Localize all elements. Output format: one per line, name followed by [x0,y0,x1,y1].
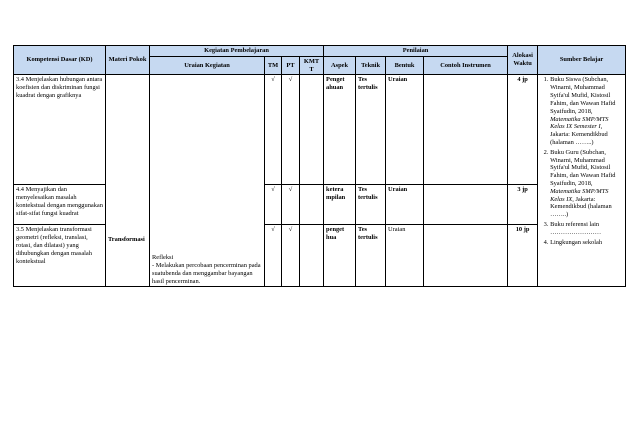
kd-cell: 3.4 Menjelaskan hubungan antara koefisien dan diskriminan fungsi kuadrat dengan grafiknya [14,75,106,185]
aspek-cell: penget hua [324,225,356,287]
header-penilaian: Penilaian [324,46,508,57]
header-materi: Materi Pokok [106,46,150,75]
kd-cell: 3.5 Menjelaskan transformasi geometri (refleksi, translasi, rotasi, dan dilatasi) yang dihubungkan dengan masalah kontekstual [14,225,106,287]
syllabus-table [13,45,626,287]
header-kegiatan: Kegiatan Pembelajaran [150,46,324,57]
header-teknik: Teknik [356,56,386,75]
contoh-cell [424,75,508,185]
aspek-cell: Penget ahuan [324,75,356,185]
teknik-cell: Tes tertulis [356,185,386,225]
aspek-cell: ketera mpilan [324,185,356,225]
uraian-title: Refleksi [152,254,174,262]
sumber-item: 3. Buku referensi lain …………………… [550,221,623,237]
sumber-item: 1. Buku Siswa (Subchan, Winarni, Muhammad Syifa'ul Mufid, Kistosil Fahim, dan Wawan Hafid Syaifudin, 2018, Matematika SMP/MTS Kelas IX Semester I, Jakarta: Kemendikbud (halaman ……..) [550,76,623,146]
kd-cell: 4.4 Menyajikan dan menyelesaikan masalah kontekstual dengan menggunakan sifat-sifat fungsi kuadrat [14,185,106,225]
bentuk-cell: Uraian [386,75,424,185]
bentuk-cell: Uraian [386,185,424,225]
tm-cell: √ [265,75,282,185]
table-row [14,185,626,225]
tm-cell: √ [265,185,282,225]
header-pt: PT [282,56,300,75]
uraian-kegiatan-cell [150,75,265,287]
kmtt-cell [300,185,324,225]
teknik-cell: Tes tertulis [356,225,386,287]
header-tm: TM [265,56,282,75]
contoh-cell [424,185,508,225]
waktu-cell: 10 jp [508,225,538,287]
kmtt-cell [300,75,324,185]
table-row [14,75,626,185]
header-uraian-kegiatan: Uraian Kegiatan [150,56,265,75]
contoh-cell [424,225,508,287]
tm-cell: √ [265,225,282,287]
pt-cell: √ [282,75,300,185]
table-row [14,225,626,287]
header-row [14,46,626,57]
sumber-item: 4. Lingkungan sekolah [550,239,623,247]
header-contoh: Contoh Instrumen [424,56,508,75]
teknik-cell: Tes tertulis [356,75,386,185]
header-bentuk: Bentuk [386,56,424,75]
waktu-cell: 3 jp [508,185,538,225]
header-aspek: Aspek [324,56,356,75]
sumber-item: 2. Buku Guru (Subchan, Winarni, Muhammad Syifa'ul Mufid, Kistosil Fahim, dan Wawan Hafid Syaifudin, 2018, Matematika SMP/MTS Kelas IX, Jakarta: Kemendikbud (halaman ……..) [550,149,623,219]
kmtt-cell [300,225,324,287]
header-kd: Kompetensi Dasar (KD) [14,46,106,75]
materi-pokok: Transformasi [108,235,145,243]
pt-cell: √ [282,185,300,225]
waktu-cell: 4 jp [508,75,538,185]
header-kmtt: KMTT [300,56,324,75]
pt-cell: √ [282,225,300,287]
bentuk-cell: Uraian [386,225,424,287]
header-sumber: Sumber Belajar [538,46,626,75]
uraian-text: - Melakukan percobaan pencerminan pada suatubenda dan menggambar bayangan hasil pencerminan. [152,262,261,285]
sumber-list [540,76,623,246]
header-alokasi: Alokasi Waktu [508,46,538,75]
materi-pokok-cell [106,75,150,287]
sumber-belajar-cell [538,75,626,287]
